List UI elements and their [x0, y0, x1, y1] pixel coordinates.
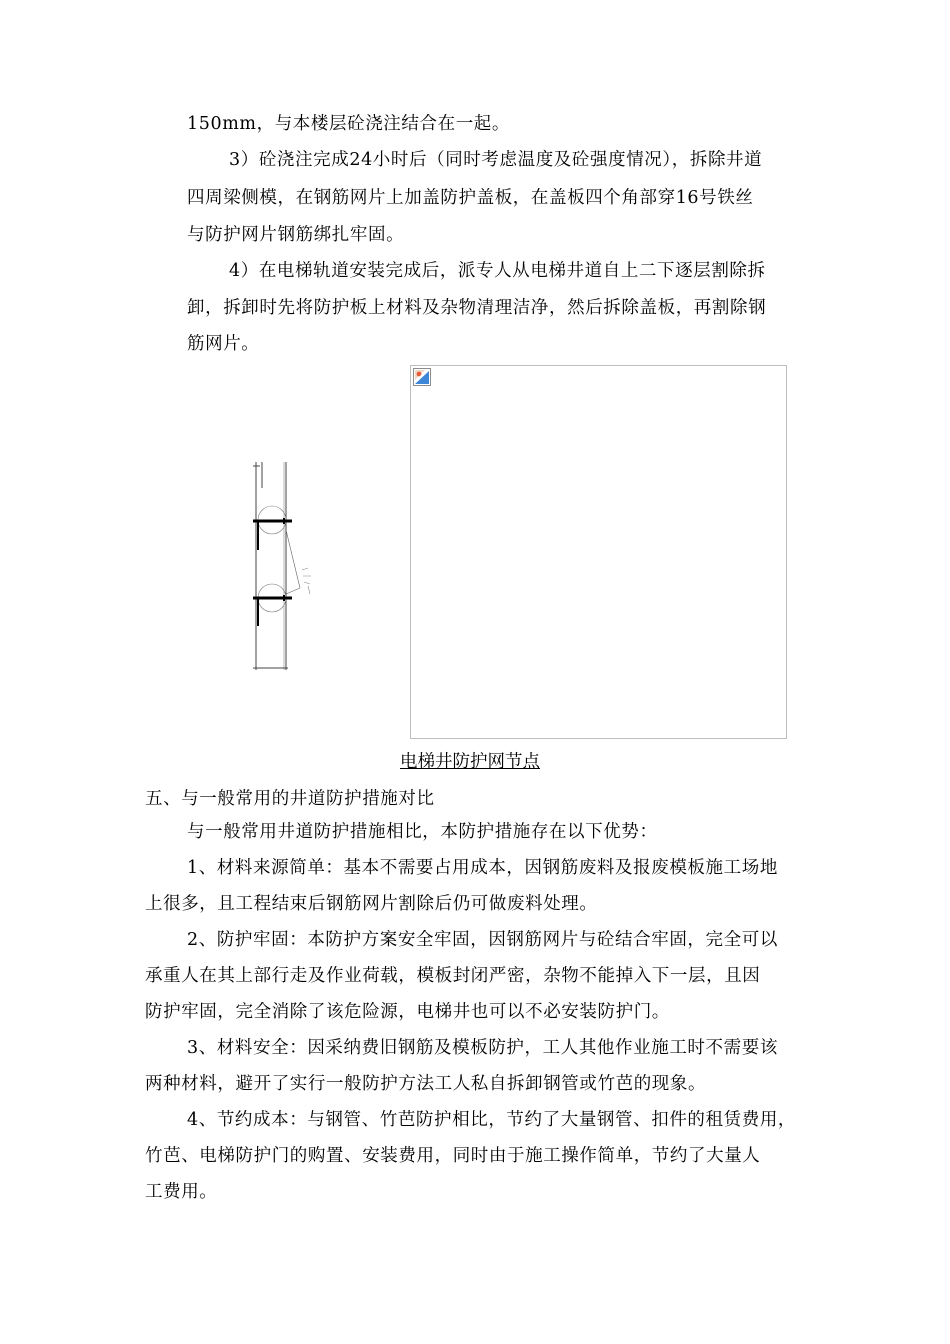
list-item-line: 防护牢固，完全消除了该危险源，电梯井也可以不必安装防护门。 [145, 1002, 670, 1022]
section-heading: 五、与一般常用的井道防护措施对比 [145, 789, 435, 809]
list-item-line: 竹芭、电梯防护门的购置、安装费用，同时由于施工操作简单，节约了大量人 [145, 1146, 761, 1166]
list-item-line: 上很多，且工程结束后钢筋网片割除后仍可做废料处理。 [145, 894, 598, 914]
list-item-line: 两种材料，避开了实行一般防护方法工人私自拆卸钢管或竹芭的现象。 [145, 1074, 707, 1094]
broken-image-icon [413, 368, 431, 386]
paragraph-line: 筋网片。 [187, 334, 260, 354]
image-frame [410, 365, 787, 739]
paragraph-line: 与防护网片钢筋绑扎牢固。 [187, 225, 405, 245]
section-drawing [248, 458, 328, 674]
list-item-line: 4、节约成本：与钢管、竹芭防护相比，节约了大量钢管、扣件的租赁费用， [187, 1110, 797, 1130]
paragraph-line: 3）砼浇注完成24小时后（同时考虑温度及砼强度情况），拆除井道 [229, 150, 763, 170]
list-item-line: 1、材料来源简单：基本不需要占用成本，因钢筋废料及报废模板施工场地 [187, 858, 778, 878]
list-item-line: 承重人在其上部行走及作业荷载，模板封闭严密，杂物不能掉入下一层，且因 [145, 966, 761, 986]
paragraph-line: 卸，拆卸时先将防护板上材料及杂物清理洁净，然后拆除盖板，再割除钢 [187, 298, 767, 318]
list-item-line: 3、材料安全：因采纳费旧钢筋及模板防护，工人其他作业施工时不需要该 [187, 1038, 778, 1058]
list-item-line: 工费用。 [145, 1182, 218, 1202]
paragraph-line: 150mm，与本楼层砼浇注结合在一起。 [187, 114, 510, 134]
section-intro: 与一般常用井道防护措施相比，本防护措施存在以下优势： [187, 822, 658, 842]
list-item-line: 2、防护牢固：本防护方案安全牢固，因钢筋网片与砼结合牢固，完全可以 [187, 930, 778, 950]
figure-caption: 电梯井防护网节点 [400, 752, 540, 772]
paragraph-line: 4）在电梯轨道安装完成后，派专人从电梯井道自上二下逐层割除拆 [229, 261, 766, 281]
paragraph-line: 四周梁侧模，在钢筋网片上加盖防护盖板，在盖板四个角部穿16号铁丝 [187, 188, 754, 208]
